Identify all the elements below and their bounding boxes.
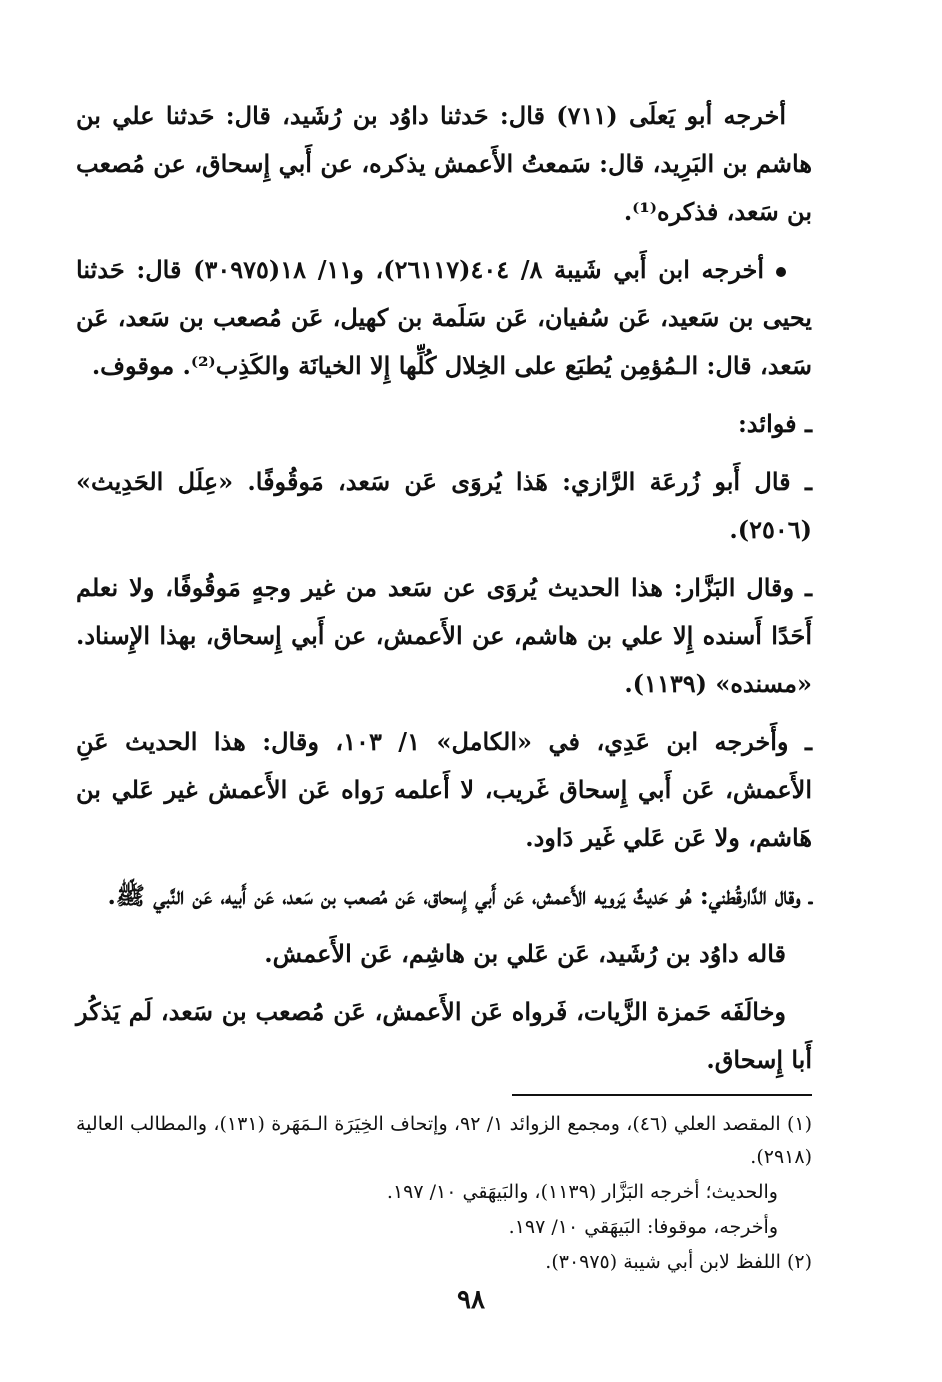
paragraph-ibn-adi: ـ وأَخرجه ابن عَدِي، في «الكامل» ١/ ١٠٣، وقال: هذا الحديث عَنِ الأَعمش، عَن أَبي إِسحاق غَريب، لا أَعلمه رَواه عَن الأَعمش غير عَلي بن هَاشم، ولا عَن عَلي غَير دَاود.: [76, 727, 813, 852]
footnote-divider: [512, 1094, 812, 1096]
footnote-1-hadith: والحديث؛ أخرجه البَزَّار (١١٣٩)، والبَيهَقي ١٠/ ١٩٧.: [386, 1181, 778, 1203]
section-heading-fawaid: ـ فوائد:: [737, 409, 812, 438]
page-number: ٩٨: [457, 1285, 485, 1315]
paragraph-hamzah: وخالَفَه حَمزة الزَّيات، فَرواه عَن الأَعمش، عَن مُصعب بن سَعد، لَم يَذكُر أَبا إِسحاق.: [76, 997, 812, 1074]
paragraph-daraqutni: ـ وقال الدَّارقُطني: هُو حَديثٌ يَرويه الأَعمش، عَن أَبي إِسحاق، عَن مُصعب بن سَعد، عَن أَبيه، عَن النَّبي ﷺ.: [107, 881, 812, 910]
footnote-2: (٢) اللفظ لابن أبي شيبة (٣٠٩٧٥).: [545, 1251, 812, 1273]
paragraph-abu-yala: أخرجه أبو يَعلَى (٧١١) قال: حَدثنا داوُد بن رُشَيد، قال: حَدثنا علي بن هاشم بن البَرِيد، قال: سَمعتُ الأَعمش يذكره، عن أَبي إِسحاق، عن مُصعب بن سَعد، فذكره⁽¹⁾.: [76, 101, 812, 226]
paragraph-dawud: قاله داوُد بن رُشَيد، عَن عَلي بن هاشِم، عَن الأَعمش.: [264, 939, 786, 968]
footnote-1: (١) المقصد العلي (٤٦)، ومجمع الزوائد ١/ ٩٢، وإتحاف الخِيَرَة الـمَهَرة (١٣١)، والمطالب العالية (٢٩١٨).: [76, 1113, 813, 1168]
footnotes: [76, 1108, 812, 1279]
paragraph-abu-zurah: ـ قال أَبو زُرعَة الرَّازي: هَذا يُروَى عَن سَعد، مَوقُوفًا. «عِلَل الحَدِيث» (٢٥٠٦).: [76, 467, 812, 544]
paragraph-ibn-abi-shaybah: [76, 246, 812, 390]
bullet-icon: [776, 267, 786, 277]
main-text: [76, 92, 812, 1084]
footnote-1-mawquf: وأخرجه، موقوفا: البَيهَقي ١٠/ ١٩٧.: [508, 1216, 778, 1238]
paragraph-ibn-abi-shaybah-text: أخرجه ابن أَبي شَيبة ٨/ ٤٠٤(٢٦١١٧)، و١١/ ١٨(٣٠٩٧٥) قال: حَدثنا يحيى بن سَعيد، عَن سُفيان، عَن سَلَمة بن كهيل، عَن مُصعب بن سَعد، عَن سَعد، قال: الـمُؤمِن يُطبَع على الخِلال كُلِّها إِلا الخيانَة والكَذِب⁽²⁾. موقوف.: [76, 255, 812, 380]
paragraph-bazzar: ـ وقال البَزَّار: هذا الحديث يُروَى عن سَعد من غير وجهٍ مَوقُوفًا، ولا نعلم أَحَدًا أَسنده إِلا علي بن هاشم، عن الأَعمش، عن أَبي إِسحاق، بهذا الإِسناد. «مسنده» (١١٣٩).: [76, 573, 812, 698]
page-content: [76, 92, 812, 1281]
